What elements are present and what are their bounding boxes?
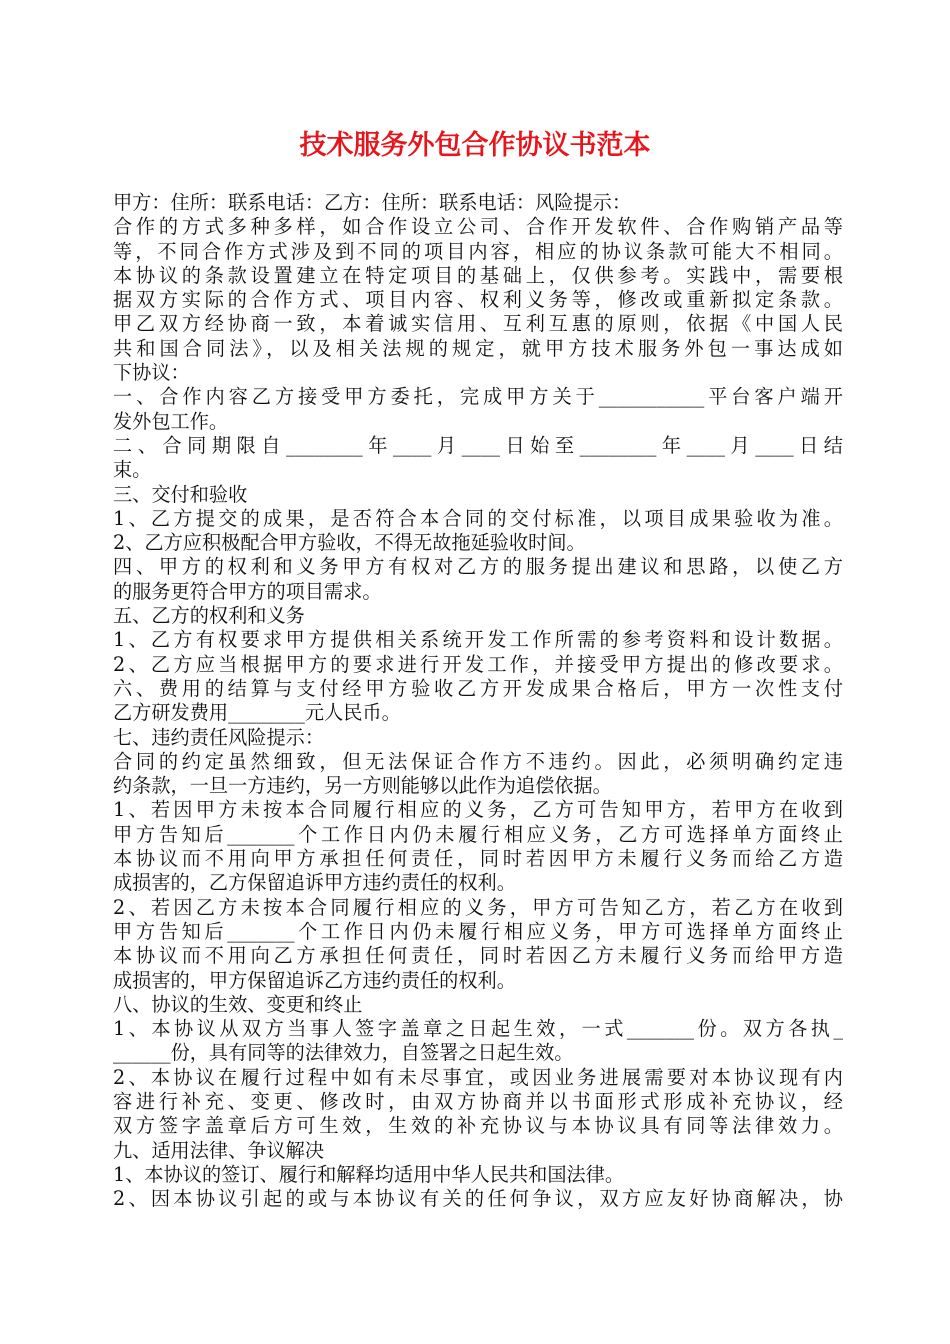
text-line: 一、合作内容乙方接受甲方委托，完成甲方关于___________平台客户端开: [113, 385, 843, 409]
text-line: 本协议而不用向甲方承担任何责任，同时若因甲方未履行义务而给乙方造: [113, 847, 843, 871]
text-line: 1、若因甲方未按本合同履行相应的义务，乙方可告知甲方，若甲方在收到: [113, 798, 843, 822]
text-line: 三、交付和验收: [113, 482, 248, 506]
text-line: 发外包工作。: [113, 409, 229, 433]
text-line: 等，不同合作方式涉及到不同的项目内容，相应的协议条款可能大不相同。: [113, 239, 843, 263]
text-line: 七、违约责任风险提示：: [113, 725, 325, 749]
text-line: 下协议：: [113, 361, 190, 385]
text-line: 甲乙双方经协商一致，本着诚实信用、互利互惠的原则，依据《中国人民: [113, 312, 843, 336]
text-line: 甲方告知后_______个工作日内仍未履行相应义务，甲方可选择单方面终止: [113, 919, 843, 943]
text-line: 1、本协议从双方当事人签字盖章之日起生效，一式_______份。双方各执_: [113, 1017, 843, 1041]
document-title: 技术服务外包合作协议书范本: [299, 130, 651, 161]
text-line: 本协议而不用向乙方承担任何责任，同时若因乙方未履行义务而给甲方造: [113, 944, 843, 968]
text-line: 乙方研发费用________元人民币。: [113, 701, 401, 725]
text-line: 成损害的，乙方保留追诉甲方违约责任的权利。: [113, 871, 516, 895]
text-line: 共和国合同法》，以及相关法规的规定，就甲方技术服务外包一事达成如: [113, 336, 843, 360]
text-line: 束。: [113, 458, 152, 482]
text-line: ______份，具有同等的法律效力，自签署之日起生效。: [113, 1041, 574, 1065]
text-line: 2、乙方应积极配合甲方验收，不得无故拖延验收时间。: [113, 531, 586, 555]
text-line: 据双方实际的合作方式、项目内容、权利义务等，修改或重新拟定条款。: [113, 288, 843, 312]
text-line: 甲方告知后_______个工作日内仍未履行相应义务，乙方可选择单方面终止: [113, 822, 843, 846]
text-line: 1、本协议的签订、履行和解释均适用中华人民共和国法律。: [113, 1162, 625, 1186]
text-line: 约条款，一旦一方违约，另一方则能够以此作为追偿依据。: [113, 774, 612, 798]
text-line: 2、乙方应当根据甲方的要求进行开发工作，并接受甲方提出的修改要求。: [113, 652, 843, 676]
text-line: 合同的约定虽然细致，但无法保证合作方不违约。因此，必须明确约定违: [113, 749, 843, 773]
text-line: 合作的方式多种多样，如合作设立公司、合作开发软件、合作购销产品等: [113, 215, 843, 239]
text-line: 的服务更符合甲方的项目需求。: [113, 579, 382, 603]
text-line: 2、若因乙方未按本合同履行相应的义务，甲方可告知乙方，若乙方在收到: [113, 895, 843, 919]
text-line: 2、因本协议引起的或与本协议有关的任何争议，双方应友好协商解决，协: [113, 1187, 843, 1211]
text-line: 五、乙方的权利和义务: [113, 604, 305, 628]
text-line: 八、协议的生效、变更和终止: [113, 992, 363, 1016]
text-line: 甲方：住所：联系电话：乙方：住所：联系电话：风险提示：: [113, 191, 632, 214]
text-line: 二、合同期限自________年____月____日始至________年____月____日结: [113, 433, 843, 457]
text-line: 成损害的，甲方保留追诉乙方违约责任的权利。: [113, 968, 516, 992]
text-line: 本协议的条款设置建立在特定项目的基础上，仅供参考。实践中，需要根: [113, 263, 843, 287]
text-line: 1、乙方提交的成果，是否符合本合同的交付标准，以项目成果验收为准。: [113, 506, 843, 530]
text-line: 四、甲方的权利和义务甲方有权对乙方的服务提出建议和思路，以使乙方: [113, 555, 843, 579]
text-line: 六、费用的结算与支付经甲方验收乙方开发成果合格后，甲方一次性支付: [113, 676, 843, 700]
document-body: [113, 191, 843, 1211]
text-line: 2、本协议在履行过程中如有未尽事宜，或因业务进展需要对本协议现有内: [113, 1065, 843, 1089]
text-line: 1、乙方有权要求甲方提供相关系统开发工作所需的参考资料和设计数据。: [113, 628, 843, 652]
text-line: 容进行补充、变更、修改时，由双方协商并以书面形式形成补充协议，经: [113, 1089, 843, 1113]
text-line: 双方签字盖章后方可生效，生效的补充协议与本协议具有同等法律效力。: [113, 1114, 843, 1138]
text-line: 九、适用法律、争议解决: [113, 1138, 325, 1162]
